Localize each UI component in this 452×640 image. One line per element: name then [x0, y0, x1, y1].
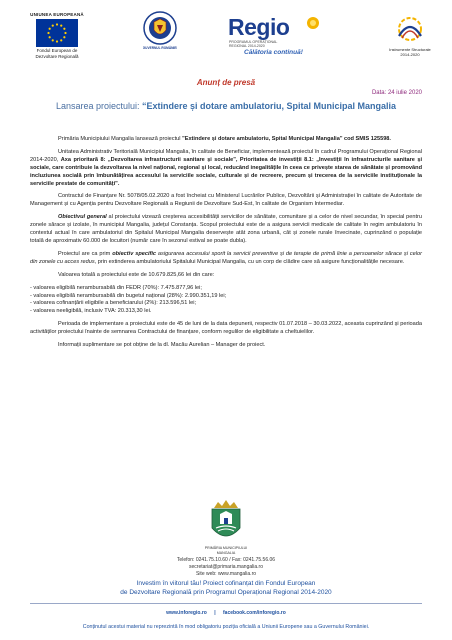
project-title-prefix: Lansarea proiectului:: [55, 101, 142, 111]
paragraph-contact-manager: Informații suplimentare se pot obține de la dl. Macău Aurelian – Manager de proiect.: [58, 342, 266, 349]
general-objective-label: Obiectivul general: [58, 214, 107, 221]
project-title-name: “Extindere și dotare ambulatoriu, Spital Municipal Mangalia: [142, 101, 397, 111]
link-separator: |: [214, 610, 216, 616]
specific-objective-detail: asigurarea accesului sporit la servicii preventive și de terapie de primă linie a persoanelor sărace și celor din zonele cu acces redus: [30, 250, 422, 265]
structural-instruments-icon: [393, 16, 427, 42]
primaria-label: [0, 546, 452, 555]
disclaimer: Conținutul acestui material nu reprezintă în mod obligatoriu poziția oficială a Uniunii Europene sau a Guvernului României.: [82, 624, 370, 630]
regio-slogan: Călătoria continuă!: [244, 49, 303, 56]
paragraph-contract: Contractul de Finanțare Nr. 5078/05.02.2020 a fost încheiat cu Ministerul Lucrărilor Publice, Dezvoltării și Administrației în calitate de Autoritate de Management și cu Agenția pentru Dezvoltare Regională a Regiunii de Dezvoltare Sud-Est, în calitate de Organism Intermediar.: [30, 193, 422, 208]
press-release-body: [30, 136, 422, 355]
paragraph-axis-priority: Axa prioritară 8: „Dezvoltarea infrastructurii sanitare și sociale", Prioritatea de investiții 8.1: „Investiții în infrastructurile sanitare și sociale, care contribuie la dezvoltarea la nivel național, regional și local, reducând inegalitățile în ceea ce privește starea de sănătate și promovând incluziunea socială prin îmbunătățirea accesului la serviciile sociale, culturale și de recreere, precum și trecerea de la serviciile instituționale la serviciile prestate de comunități".: [30, 156, 422, 187]
specific-objective-prefix: Proiectul are ca prim: [58, 250, 113, 257]
regio-word: Regio: [228, 14, 290, 40]
paragraph-intro-text: Primăria Municipiului Mangalia lansează proiectul: [58, 136, 183, 142]
ro-logo-label: GUVERNUL ROMÂNIEI: [143, 46, 177, 50]
eu-star-icon: [56, 40, 58, 42]
romania-crest-icon: [143, 8, 177, 52]
eu-star-icon: [49, 28, 51, 30]
eu-logo: [22, 12, 92, 59]
mangalia-coat-of-arms-icon: [206, 498, 246, 546]
value-breakdown-list: [30, 285, 422, 317]
footer-links: [0, 610, 452, 616]
footer-divider: [30, 603, 422, 604]
paragraph-intro: [30, 136, 422, 144]
general-objective-text: al proiectului vizează creșterea accesibilității serviciilor de sănătate, comunitare și a celor de nivel secundar, în special pentru zonele sărace și izolate, în municipiul Mangalia, județul Constanța. Scopul proiectului este de a asigura servicii medicale de calitate în regim ambulatoriu în contextul actual în care ambulatoriul din Spitalul Municipal Mangalia deservește atât zona urbană, cât și zonele rurale învecinate, cuprinzând o populație totală de aproximativ 60.000 de locuitori (număr care în sezonul estival se poate dubla).: [30, 214, 423, 244]
release-date: Data: 24 iulie 2020: [371, 90, 422, 96]
eu-star-icon: [60, 39, 62, 41]
press-release-heading: Anunț de presă: [196, 78, 256, 87]
eu-star-icon: [60, 25, 62, 27]
paragraph-specific-objective: [30, 251, 422, 267]
paragraph-total-value: Valoarea totală a proiectului este de 10.679.825,66 lei din care:: [58, 271, 215, 278]
email-address[interactable]: secretariat@primaria.mangalia.ro: [189, 564, 263, 570]
header-logos: [0, 6, 452, 76]
regio-program-label: PROGRAMUL OPERAȚIONAL REGIONAL 2014-2020: [229, 40, 278, 48]
cofinancing-statement: [0, 580, 452, 597]
website[interactable]: Site web: www.mangalia.ro: [195, 571, 257, 577]
eu-star-icon: [64, 32, 66, 34]
is-label-1: Instrumente Structurale: [389, 47, 431, 52]
is-label-2: 2014-2020: [400, 52, 420, 57]
value-item: - valoarea eligibilă nerambursabilă din bugetul național (28%): 2.990.351,19 lei;: [30, 292, 227, 299]
regio-logo: [228, 14, 320, 64]
paragraph-general-objective: [30, 214, 422, 246]
eu-flag-icon: [36, 19, 78, 47]
eu-star-icon: [47, 32, 49, 34]
link-inforegio[interactable]: www.inforegio.ro: [166, 610, 207, 616]
value-item: - valoarea eligibilă nerambursabilă din FEDR (70%): 7.475.877,96 lei;: [30, 284, 202, 291]
phone-fax: Telefon: 0241.75.10.60 / Fax: 0241.75.56.06: [176, 557, 276, 563]
contact-info: [0, 557, 452, 578]
project-title: [30, 101, 422, 112]
cofinancing-line-2: de Dezvoltare Regională prin Programul Operațional Regional 2014-2020: [120, 588, 332, 596]
paragraph-axis-text: Unitatea Administrativ Teritorială Municipiul Mangalia, în calitate de Beneficiar, implementează proiectul în cadrul Programului Operațional Regional 2014-2020,: [30, 148, 422, 163]
paragraph-axis: [30, 149, 422, 189]
value-item: - valoarea neeligibilă, inclusiv TVA: 20.313,30 lei.: [30, 308, 152, 315]
paragraph-intro-project: "Extindere și dotare ambulatoriu, Spital Municipal Mangalia" cod SMIS 125598.: [182, 136, 391, 142]
link-facebook[interactable]: facebook.com/inforegio.ro: [223, 610, 286, 616]
eu-top-label: UNIUNEA EUROPEANĂ: [30, 12, 84, 17]
paragraph-period: Perioada de implementare a proiectului este de 45 de luni de la data depunerii, respectiv 01.07.2018 – 30.03.2022, aceasta cuprinzând și perioada activităților proiectului înainte de semnarea Contractului de finanțare, conform regulilor de eligibilitate a cheltuielilor.: [30, 321, 422, 336]
primaria-line-2: MANGALIA: [216, 550, 236, 555]
instrumente-structurale-logo: [380, 16, 440, 57]
regio-star-icon: [306, 16, 320, 30]
specific-objective-label: obiectiv specific: [112, 250, 157, 257]
eu-star-icon: [52, 25, 54, 27]
eu-star-icon: [63, 36, 65, 38]
eu-bottom-label-1: Fondul European de: [36, 48, 78, 53]
eu-star-icon: [56, 23, 58, 25]
eu-star-icon: [52, 39, 54, 41]
eu-star-icon: [49, 36, 51, 38]
eu-bottom-label-2: Dezvoltare Regională: [35, 53, 79, 59]
eu-star-icon: [63, 28, 65, 30]
primaria-line-1: PRIMĂRIA MUNICIPIULUI: [204, 546, 248, 550]
cofinancing-line-1: Investim în viitorul tău! Proiect cofinanțat din Fondul European: [136, 580, 316, 587]
government-romania-logo: [143, 8, 177, 52]
specific-objective-text: , prin extinderea ambulatoriului Spitalului Municipal Mangalia, cu un corp de clădire care să asigure funcționalitățile necesare.: [94, 258, 405, 265]
value-item: - valoarea cofinanțării eligibile a beneficiarului (2%): 213.596,51 lei;: [30, 300, 197, 307]
